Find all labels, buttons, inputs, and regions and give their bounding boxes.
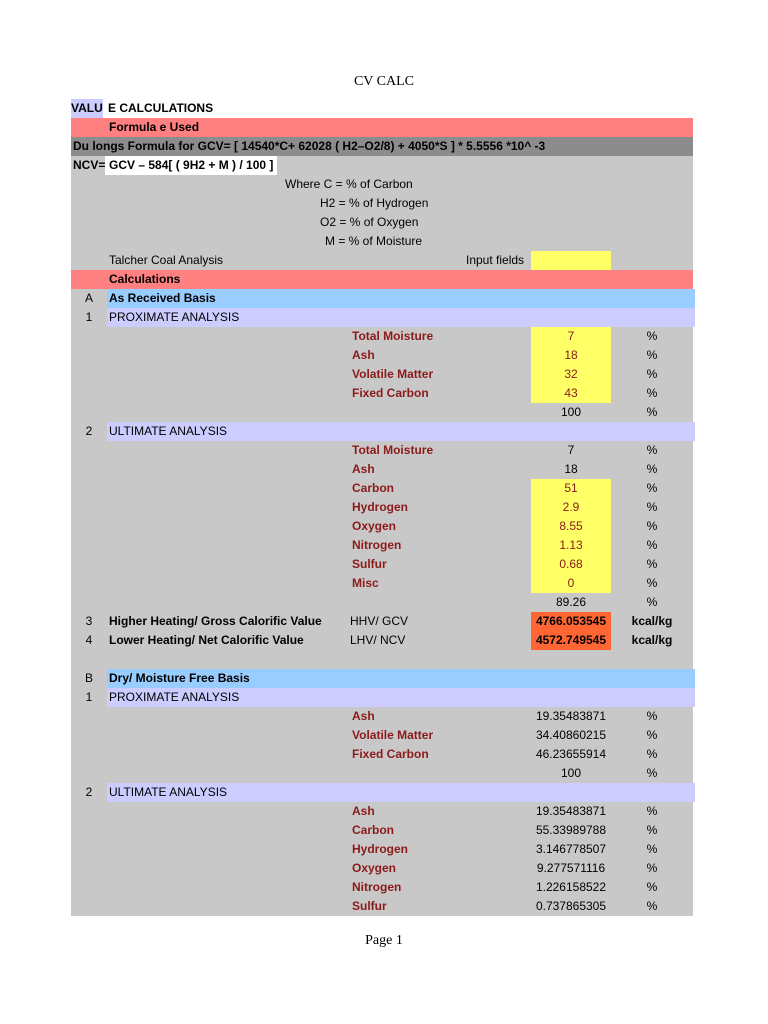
unit: %: [646, 728, 658, 742]
where-carbon: Where C = % of Carbon: [285, 177, 413, 191]
lhv-value: 4572.749545: [531, 631, 611, 650]
value-cell: 18: [564, 462, 578, 476]
ultimate-num: 2: [85, 785, 93, 799]
where-oxygen: O2 = % of Oxygen: [320, 215, 419, 229]
data-row: [71, 479, 693, 498]
total-value: 89.26: [555, 595, 587, 609]
section-a-label: As Received Basis: [107, 289, 695, 308]
row-label: Fixed Carbon: [352, 386, 429, 400]
row-label: Oxygen: [352, 861, 397, 875]
total-row: [71, 403, 693, 422]
row-label: Sulfur: [352, 557, 387, 571]
section-b-letter: B: [84, 671, 93, 685]
lhv-row: [71, 631, 693, 650]
lhv-label: Lower Heating/ Net Calorific Value: [109, 633, 304, 647]
data-row: [71, 859, 693, 878]
unit: %: [646, 747, 658, 761]
section-a-row: [71, 289, 693, 308]
data-row: [71, 555, 693, 574]
where-row: [71, 232, 693, 251]
data-row: [71, 840, 693, 859]
unit: %: [646, 405, 658, 419]
input-cell[interactable]: 7: [531, 327, 611, 346]
input-cell[interactable]: 0.68: [531, 555, 611, 574]
value-cell: 9.277571116: [536, 861, 606, 875]
unit: %: [646, 386, 658, 400]
row-label: Carbon: [352, 481, 394, 495]
unit: %: [646, 899, 658, 913]
page-number: Page 1: [365, 933, 403, 948]
hhv-unit: kcal/kg: [631, 614, 673, 628]
ultimate-label: ULTIMATE ANALYSIS: [107, 783, 695, 802]
where-hydrogen: H2 = % of Hydrogen: [320, 196, 429, 210]
calculations-row: [71, 270, 693, 289]
header-value: VALU: [71, 99, 103, 118]
proximate-num: 1: [85, 310, 93, 324]
ultimate-label: ULTIMATE ANALYSIS: [107, 422, 695, 441]
data-row: [71, 517, 693, 536]
unit: %: [646, 576, 658, 590]
row-label: Carbon: [352, 823, 394, 837]
unit: %: [646, 842, 658, 856]
row-label: Total Moisture: [352, 329, 434, 343]
where-row: [71, 213, 693, 232]
hhv-num: 3: [85, 614, 93, 628]
data-row: [71, 498, 693, 517]
row-label: Hydrogen: [352, 500, 409, 514]
proximate-label: PROXIMATE ANALYSIS: [107, 308, 695, 327]
value-cell: 19.35483871: [535, 709, 607, 723]
input-cell[interactable]: 0: [531, 574, 611, 593]
value-cell: 46.23655914: [535, 747, 607, 761]
data-row: [71, 384, 693, 403]
unit: %: [646, 861, 658, 875]
unit: %: [646, 348, 658, 362]
unit: %: [646, 519, 658, 533]
unit: %: [646, 595, 658, 609]
lhv-unit: kcal/kg: [631, 633, 673, 647]
hhv-row: [71, 612, 693, 631]
input-cell[interactable]: 1.13: [531, 536, 611, 555]
data-row: [71, 327, 693, 346]
lhv-num: 4: [85, 633, 93, 647]
row-label: Nitrogen: [352, 538, 402, 552]
input-cell[interactable]: 32: [531, 365, 611, 384]
input-fields-swatch: [531, 251, 611, 270]
data-row: [71, 460, 693, 479]
row-label: Hydrogen: [352, 842, 409, 856]
input-cell[interactable]: 2.9: [531, 498, 611, 517]
unit: %: [646, 481, 658, 495]
total-value: 100: [560, 766, 582, 780]
proximate-row: [71, 688, 693, 707]
row-label: Volatile Matter: [352, 367, 434, 381]
value-cell: 1.226158522: [535, 880, 607, 894]
data-row: [71, 897, 693, 916]
unit: %: [646, 367, 658, 381]
value-cell: 7: [567, 443, 575, 457]
input-cell[interactable]: 18: [531, 346, 611, 365]
ultimate-row: [71, 422, 693, 441]
ultimate-num: 2: [85, 424, 93, 438]
row-label: Total Moisture: [352, 443, 434, 457]
header-rest: E CALCULATIONS: [108, 101, 214, 115]
row-label: Misc: [352, 576, 379, 590]
value-cell: 34.40860215: [535, 728, 607, 742]
unit: %: [646, 443, 658, 457]
input-cell[interactable]: 51: [531, 479, 611, 498]
section-a-letter: A: [84, 291, 93, 305]
unit: %: [646, 766, 658, 780]
talcher-label: Talcher Coal Analysis: [109, 253, 224, 267]
row-label: Sulfur: [352, 899, 387, 913]
data-row: [71, 365, 693, 384]
ultimate-row: [71, 783, 693, 802]
total-row: [71, 593, 693, 612]
unit: %: [646, 804, 658, 818]
proximate-row: [71, 308, 693, 327]
value-cell: 55.33989788: [535, 823, 607, 837]
row-label: Oxygen: [352, 519, 397, 533]
data-row: [71, 821, 693, 840]
section-b-label: Dry/ Moisture Free Basis: [107, 669, 695, 688]
row-label: Ash: [352, 348, 375, 362]
row-label: Ash: [352, 804, 375, 818]
formulae-row: [71, 118, 693, 137]
data-row: [71, 878, 693, 897]
unit: %: [646, 823, 658, 837]
gcv-formula: Du longs Formula for GCV= [ 14540*C+ 62028 ( H2–O2/8) + 4050*S ] * 5.5556 *10^ -3: [73, 139, 546, 153]
row-label: Nitrogen: [352, 880, 402, 894]
value-cell: 3.146778507: [535, 842, 607, 856]
ncv-label: NCV=: [73, 158, 106, 172]
total-value: 100: [560, 405, 582, 419]
value-cell: 19.35483871: [535, 804, 607, 818]
row-label: Ash: [352, 709, 375, 723]
data-row: [71, 441, 693, 460]
calculations-label: Calculations: [109, 272, 181, 286]
value-cell: 0.737865305: [535, 899, 607, 913]
row-label: Fixed Carbon: [352, 747, 429, 761]
section-b-row: [71, 669, 693, 688]
data-row: [71, 536, 693, 555]
ncv-formula-row: [71, 156, 693, 175]
unit: %: [646, 462, 658, 476]
data-row: [71, 346, 693, 365]
hhv-value: 4766.053545: [531, 612, 611, 631]
data-row: [71, 707, 693, 726]
proximate-label: PROXIMATE ANALYSIS: [107, 688, 695, 707]
row-label: Ash: [352, 462, 375, 476]
unit: %: [646, 500, 658, 514]
where-row: [71, 194, 693, 213]
hhv-label: Higher Heating/ Gross Calorific Value: [109, 614, 322, 628]
data-row: [71, 745, 693, 764]
data-row: [71, 574, 693, 593]
lhv-abbr: LHV/ NCV: [350, 633, 406, 647]
spacer-row: [71, 650, 693, 669]
hhv-abbr: HHV/ GCV: [350, 614, 409, 628]
ncv-formula: GCV – 584[ ( 9H2 + M ) / 100 ]: [105, 156, 277, 175]
data-row: [71, 726, 693, 745]
where-moisture: M = % of Moisture: [325, 234, 423, 248]
input-cell[interactable]: 43: [531, 384, 611, 403]
total-row: [71, 764, 693, 783]
formulae-label: Formula e Used: [109, 120, 200, 134]
where-row: [71, 175, 693, 194]
spreadsheet: [71, 99, 693, 916]
proximate-num: 1: [85, 690, 93, 704]
unit: %: [646, 329, 658, 343]
input-cell[interactable]: 8.55: [531, 517, 611, 536]
talcher-row: [71, 251, 693, 270]
unit: %: [646, 709, 658, 723]
page-title: CV CALC: [353, 74, 415, 89]
input-fields-label: Input fields: [466, 253, 525, 267]
unit: %: [646, 557, 658, 571]
gcv-formula-row: [71, 137, 693, 156]
unit: %: [646, 538, 658, 552]
data-row: [71, 802, 693, 821]
unit: %: [646, 880, 658, 894]
header-row: [71, 99, 693, 118]
row-label: Volatile Matter: [352, 728, 434, 742]
